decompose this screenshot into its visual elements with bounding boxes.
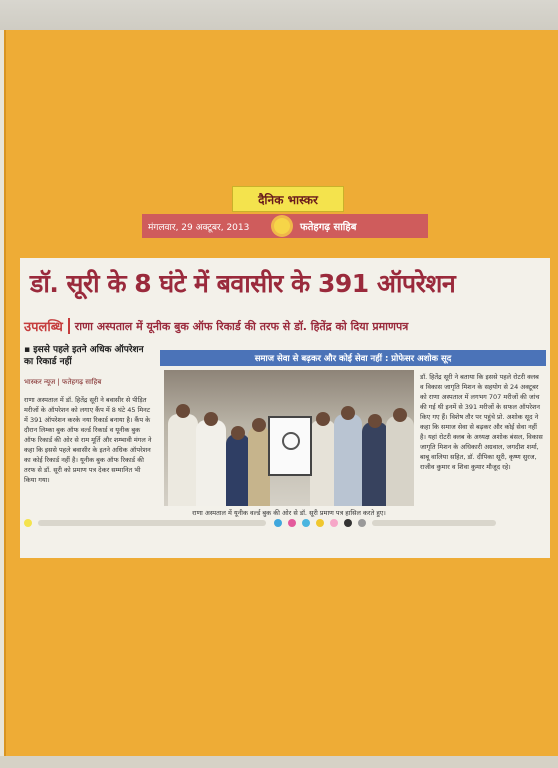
certificate-frame xyxy=(268,416,312,476)
newspaper-clipping xyxy=(20,258,550,558)
registration-dot-icon xyxy=(330,519,338,527)
highlight-bullet-text: इससे पहले इतने अधिक ऑपरेशन का रिकार्ड नहीं xyxy=(24,345,144,367)
registration-dot-icon xyxy=(288,519,296,527)
registration-dot-icon xyxy=(344,519,352,527)
registration-dot-icon xyxy=(274,519,282,527)
article-headline: डॉ. सूरी के 8 घंटे में बवासीर के 391 ऑपरेशन xyxy=(30,269,456,298)
registration-dot-icon xyxy=(358,519,366,527)
sun-logo-icon xyxy=(274,218,290,234)
masthead-title: दैनिक भास्कर xyxy=(258,192,318,207)
article-photo xyxy=(164,370,414,506)
registration-dot-icon xyxy=(24,519,32,527)
quote-banner-text: समाज सेवा से बढ़कर और कोई सेवा नहीं : प्रोफेसर अशोक सूद xyxy=(254,353,452,364)
highlight-bullet: ▪ इससे पहले इतने अधिक ऑपरेशन का रिकार्ड नहीं xyxy=(24,345,144,367)
scanner-top-edge xyxy=(0,0,558,30)
subheadline-tag: उपलब्धि xyxy=(24,320,63,335)
registration-marks xyxy=(20,516,550,530)
registration-dot-icon xyxy=(316,519,324,527)
left-body-text: राणा अस्पताल में डॉ. हितेंद्र सूरी ने बवासीर से पीड़ित मरीजों के ऑपरेशन को लगाए कैंप में 8 घंटे 45 मिनट में 391 ऑपरेशन करके नया रिकार्ड बनाया है। कैंप के दौरान लिम्का बुक ऑफ वर्ल्ड रिकार्ड व यूनीक बुक ऑफ रिकार्ड की ओर से राम मूर्ति और शम्भावी मंगल ने कहा कि इससे पहले बवासीर के इतने अधिक ऑपरेशन का कोई रिकार्ड नहीं है। यूनीक बुक ऑफ रिकार्ड की तरफ से डॉ. सूरी को प्रमाण पत्र देकर सम्मानित भी किया गया। xyxy=(24,396,152,484)
edition-date: मंगलवार, 29 अक्टूबर, 2013 xyxy=(148,222,250,233)
dateline-strip xyxy=(142,214,428,238)
registration-bar xyxy=(38,520,266,526)
photo-caption: राणा अस्पताल में यूनीक वर्ल्ड बुक की ओर से डॉ. सूरी प्रमाण पत्र हासिल करते हुए। xyxy=(192,509,386,517)
registration-bar xyxy=(372,520,496,526)
edition-place: फतेहगढ़ साहिब xyxy=(300,222,357,233)
left-column xyxy=(24,344,152,520)
article-byline: भास्कर न्यूज | फतेहगढ़ साहिब xyxy=(24,378,102,386)
subheadline-text: राणा अस्पताल में यूनीक बुक ऑफ रिकार्ड की तरफ से डॉ. हितेंद्र को दिया प्रमाणपत्र xyxy=(74,319,409,333)
scanner-bottom-edge xyxy=(0,756,558,768)
quote-banner xyxy=(160,350,546,366)
right-body-text: डॉ. हितेंद्र सूरी ने बताया कि इससे पहले रोटरी क्लब व विकास जागृति मिशन के सहयोग से 24 अक्टूबर को राणा अस्पताल में लगभग 707 मरीजों की जांच की गई थी इनमें से 391 मरीजों के सफल ऑपरेशन किए गए हैं। विशेष तौर पर पहुंचे प्रो. अशोक सूद ने कहा कि समाज सेवा से बढ़कर और कोई सेवा नहीं है। यहां रोटरी क्लब के अध्यक्ष अशोक बंसल, विकास जागृति मिशन के अधिकारी अग्रवाल, जगदीश शर्मा, बाबू वालिया सहित, डॉ. दीपिका सूरी, कृष्ण सुरज, राजीव कुमार व शिवा कुमार मौजूद रहे। xyxy=(420,373,543,471)
newspaper-masthead xyxy=(232,186,344,212)
registration-dot-icon xyxy=(302,519,310,527)
subheadline-divider xyxy=(68,318,70,334)
article-subheadline xyxy=(24,314,546,338)
